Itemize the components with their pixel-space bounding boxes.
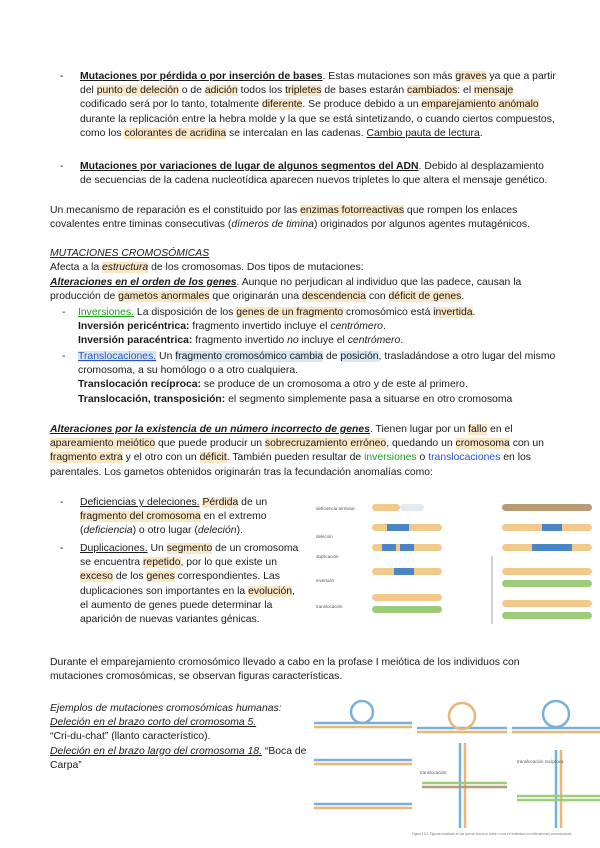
chromosome-right-1 [502,504,592,511]
paragraph-emparejamiento: Durante el emparejamiento cromosómico llevado a cabo en la profase I meiótica de los individuos con mutaciones cromosómicas, se observan figuras características. [50,657,520,683]
chromosome-row-1 [372,504,424,511]
chromosome-row-3 [372,544,442,551]
paragraph-variaciones-lugar: - Mutaciones por variaciones de lugar de algunos segmentos del ADN. Debido al desplazamiento de secuencias de la cadena nucleotídica aparecen nuevos tripletes lo que altera el mensaje genético. [60,161,548,187]
examples-block [50,702,312,773]
bullet-dash: - [60,161,64,172]
term-deficiencias: Deficiencias y deleciones. [80,497,200,508]
chromosome-right-5 [502,600,592,619]
bullet-dash: - [60,543,64,554]
chromosome-row-2 [372,524,442,531]
term-title: Alteraciones por la existencia de un número incorrecto de genes [50,424,370,435]
bullet-dash: - [62,351,66,362]
figure-labels [316,506,355,609]
example-del18-line: Deleción en el brazo largo del cromosoma 18. “Boca de Carpa” [50,745,307,771]
paragraph-mutaciones-perdida: - Mutaciones por pérdida o por inserción de bases. Estas mutaciones son más graves ya que a partir del punto de deleción o de adición todos los tripletes de bases estarán cambiados: el mensaje codificado será por lo tanto, totalmente diferente. Se produce debido a un emparejamiento anómalo durante la replicación entre la hebra molde y la que se está sintetizando, o cuando ciertos compuestos, como los colorantes de acridina se intercalan en las cadenas. Cambio pauta de lectura. [60,71,556,139]
term-title: Mutaciones por variaciones de lugar de algunos segmentos del ADN [80,161,419,172]
meiotic-cross-1 [422,743,507,828]
label-inversion: inversión [316,578,335,583]
label-duplicacion: duplicación [316,554,339,559]
label-translocacion: translocación [316,604,343,609]
chromosome-right-2 [502,524,592,531]
label-delecion: deleción [316,534,333,539]
paragraph-orden-genes: Alteraciones en el orden de los genes. Aunque no perjudican al individuo que las padece, causan la producción de gametos anormales que originarán una descendencia con déficit de genes. [50,277,522,303]
paragraph-deficiencias: - Deficiencias y deleciones. Pérdida de un fragmento del cromosoma en el extremo (deficiencia) o otro lugar (deleción). [60,497,268,537]
example-del5: Deleción en el brazo corto del cromosoma 5. [50,717,257,729]
term-duplicaciones: Duplicaciones. [80,543,148,554]
term-translocaciones: Translocaciones. [78,351,157,362]
meiotic-loop-1 [314,701,412,727]
term-title: Mutaciones por pérdida o por inserción de bases [80,71,323,82]
figure-caption: Figura 16.3. Figuras meióticas en las que se forma un bucle o cruz en individuos con alteraciones cromosómicas [412,832,572,836]
meiotic-loop-3 [512,701,600,732]
section-intro: Afecta a la estructura de los cromosomas. Dos tipos de mutaciones: [50,262,364,273]
paragraph-duplicaciones: - Duplicaciones. Un segmento de un cromosoma se encuentra repetido, por lo que existe un exceso de los genes correspondientes. Las duplicaciones son importantes en la evolución, el aumento de genes puede determinar la aparición de nuevas variantes génicas. [60,543,299,626]
label-translocacion-reciproca: translocación recíproca [517,759,564,764]
figure-meiotic-figures [312,688,600,838]
paragraph-translocaciones: - Translocaciones. Un fragmento cromosómico cambia de posición, trasladándose a otro lugar del mismo cromosoma, a su homólogo o a otro cualquiera. Translocación recíproca: se produce de un cromosoma a otro y de este al primero. Translocación, transposición: el segmento simplemente pasa a situarse en otro cromosoma [62,351,556,405]
meiotic-loop-2 [417,703,507,732]
bullet-dash: - [60,497,64,508]
chromosome-row-4 [372,568,442,575]
paragraph-inversiones: - Inversiones. La disposición de los genes de un fragmento cromosómico está invertida. Inversión pericéntrica: fragmento invertido incluye el centrómero. Inversión paracéntrica: fragmento invertido no incluye el centrómero. [62,307,476,347]
label-translocacion-2: translocación [420,770,447,775]
term-inversiones: Inversiones. [78,307,135,318]
chromosome-right-4 [502,568,592,587]
meiotic-pair-1 [314,760,412,808]
label-deficiencia-terminal: deficiencia terminal [316,506,355,511]
figure-chromosome-mutations [312,496,600,636]
chromosome-right-3 [502,544,592,551]
examples-heading: Ejemplos de mutaciones cromosómicas humanas: [50,703,282,714]
term-title: Alteraciones en el orden de los genes [50,277,237,288]
paragraph-reparacion: Un mecanismo de reparación es el constituido por las enzimas fotorreactivas que rompen los enlaces covalentes entre timinas consecutivas (dímeros de timina) originados por algunos agentes mutagénicos. [50,205,530,231]
example-cri: “Cri-du-chat” (llanto característico). [50,731,211,743]
bullet-dash: - [60,71,64,82]
chromosome-row-5 [372,594,442,613]
paragraph-numero-incorrecto: Alteraciones por la existencia de un número incorrecto de genes. Tienen lugar por un fallo en el apareamiento meiótico que puede producir un sobrecruzamiento erróneo, quedando un cromosoma con un fragmento extra y el otro con un déficit. También pueden resultar de inversiones o translocaciones en los parentales. Los gametos obtenidos originarán tras la fecundación anomalías como: [50,424,544,478]
bullet-dash: - [62,307,66,318]
section-heading: MUTACIONES CROMOSÓMICAS [50,248,210,259]
